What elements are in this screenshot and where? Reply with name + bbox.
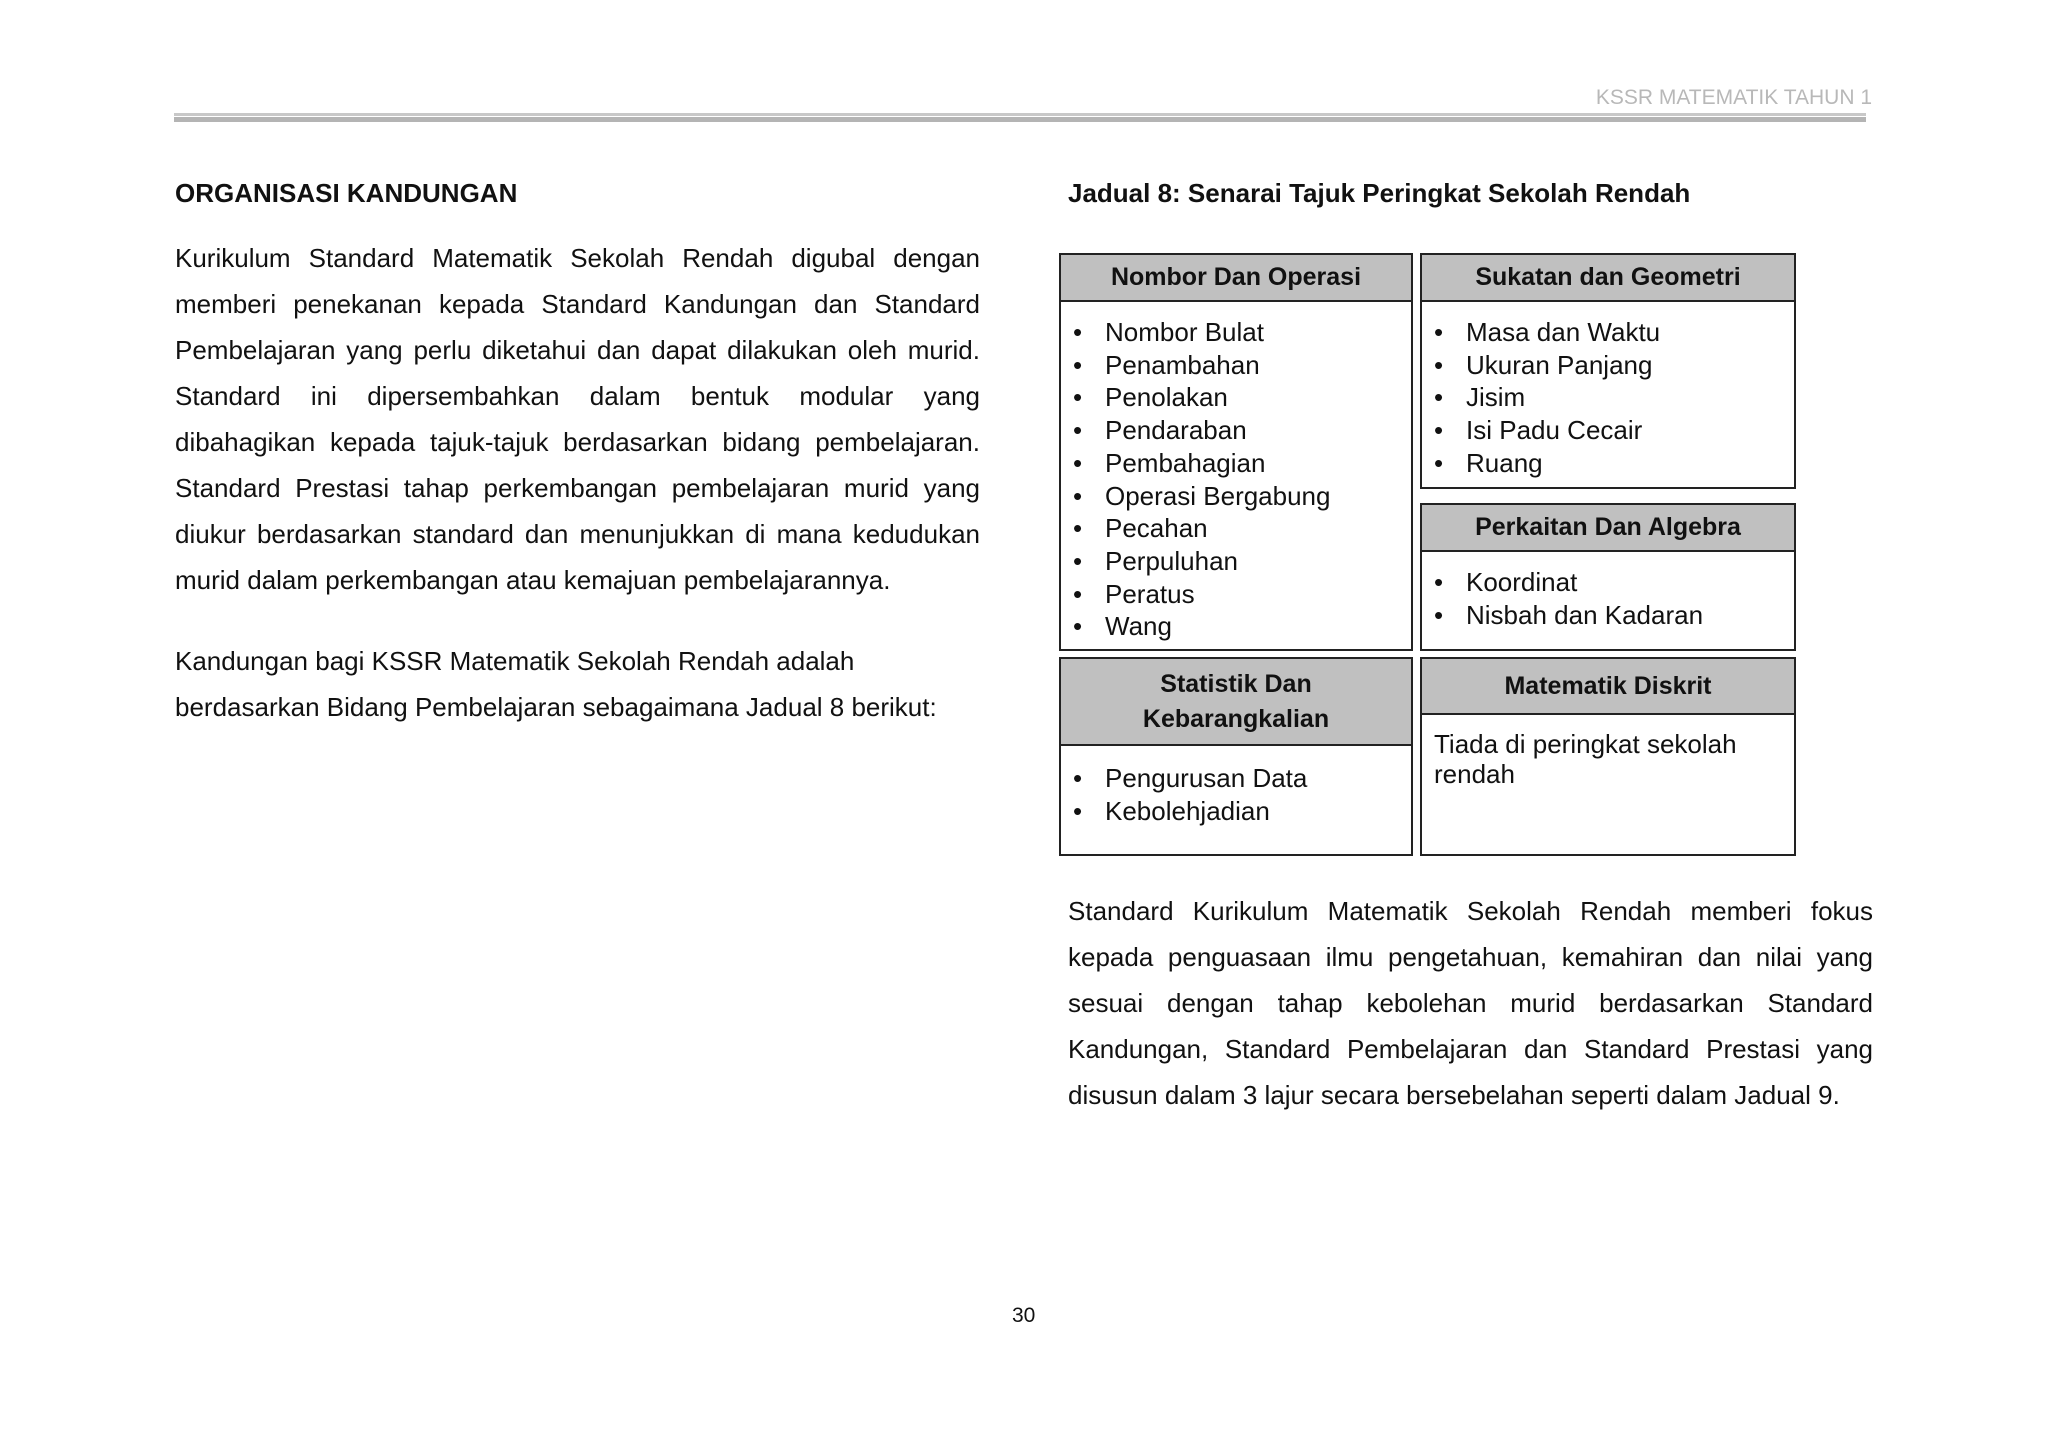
text-line: Standard Kurikulum Matematik Sekolah Rendah memberi fokus [1068, 896, 1873, 926]
box-header: Matematik Diskrit [1422, 659, 1794, 715]
note-line: Tiada di peringkat sekolah [1434, 729, 1737, 759]
list-item: • Masa dan Waktu [1466, 316, 1794, 349]
list-item: • Pecahan [1105, 512, 1411, 545]
text-line: diukur berdasarkan standard dan menunjukkan di mana kedudukan [175, 519, 980, 549]
list-item: • Nombor Bulat [1105, 316, 1411, 349]
text-line: dibahagikan kepada tajuk-tajuk berdasarkan bidang pembelajaran. [175, 427, 980, 457]
topic-list [1422, 552, 1794, 631]
list-item: • Jisim [1466, 381, 1794, 414]
list-item: • Perpuluhan [1105, 545, 1411, 578]
box-perkaitan-dan-algebra [1420, 503, 1796, 651]
list-item: • Penolakan [1105, 381, 1411, 414]
list-item: • Ruang [1466, 447, 1794, 480]
list-item: • Koordinat [1466, 566, 1794, 599]
content-paragraph [175, 638, 980, 730]
box-nombor-dan-operasi [1059, 253, 1413, 651]
standards-paragraph [1068, 888, 1873, 1118]
list-item: • Pembahagian [1105, 447, 1411, 480]
running-header: KSSR MATEMATIK TAHUN 1 [1595, 86, 1872, 109]
note-line: rendah [1434, 759, 1515, 789]
list-item: • Kebolehjadian [1105, 795, 1411, 828]
topic-list [1061, 302, 1411, 643]
text-line: Standard Prestasi tahap perkembangan pembelajaran murid yang [175, 473, 980, 503]
box-header: Perkaitan Dan Algebra [1422, 505, 1794, 552]
box-sukatan-dan-geometri [1420, 253, 1796, 489]
box-header-line: Kebarangkalian [1142, 704, 1330, 733]
section-heading: ORGANISASI KANDUNGAN [175, 178, 518, 208]
box-matematik-diskrit [1420, 657, 1796, 856]
topic-list [1061, 746, 1411, 827]
list-item: • Nisbah dan Kadaran [1466, 599, 1794, 632]
text-line: sesuai dengan tahap kebolehan murid berdasarkan Standard [1068, 988, 1873, 1018]
header-rule-thick [174, 117, 1866, 122]
box-header: Sukatan dan Geometri [1422, 255, 1794, 302]
list-item: • Ukuran Panjang [1466, 349, 1794, 382]
text-line: Standard ini dipersembahkan dalam bentuk modular yang [175, 381, 980, 411]
text-line: murid dalam perkembangan atau kemajuan pembelajarannya. [175, 565, 891, 595]
text-line: Kandungan, Standard Pembelajaran dan Standard Prestasi yang [1068, 1034, 1873, 1064]
intro-paragraph [175, 235, 980, 603]
list-item: • Operasi Bergabung [1105, 480, 1411, 513]
box-header-line: Statistik Dan [1160, 669, 1312, 698]
list-item: • Pengurusan Data [1105, 762, 1411, 795]
box-note [1422, 715, 1794, 803]
box-header: Nombor Dan Operasi [1061, 255, 1411, 302]
page-number: 30 [1012, 1304, 1036, 1327]
text-line: kepada penguasaan ilmu pengetahuan, kemahiran dan nilai yang [1068, 942, 1873, 972]
header-rule-thin [174, 113, 1866, 116]
list-item: • Pendaraban [1105, 414, 1411, 447]
box-header [1061, 659, 1411, 746]
text-line: Kandungan bagi KSSR Matematik Sekolah Rendah adalah [175, 646, 855, 676]
text-line: disusun dalam 3 lajur secara bersebelahan seperti dalam Jadual 9. [1068, 1080, 1840, 1110]
text-line: memberi penekanan kepada Standard Kandungan dan Standard [175, 289, 980, 319]
list-item: • Isi Padu Cecair [1466, 414, 1794, 447]
box-statistik-dan-kebarangkalian [1059, 657, 1413, 856]
list-item: • Penambahan [1105, 349, 1411, 382]
text-line: Kurikulum Standard Matematik Sekolah Rendah digubal dengan [175, 243, 980, 273]
table-title: Jadual 8: Senarai Tajuk Peringkat Sekolah Rendah [1068, 178, 1691, 208]
list-item: • Peratus [1105, 578, 1411, 611]
text-line: Pembelajaran yang perlu diketahui dan dapat dilakukan oleh murid. [175, 335, 980, 365]
topic-list [1422, 302, 1794, 480]
text-line: berdasarkan Bidang Pembelajaran sebagaimana Jadual 8 berikut: [175, 692, 937, 722]
list-item: • Wang [1105, 610, 1411, 643]
